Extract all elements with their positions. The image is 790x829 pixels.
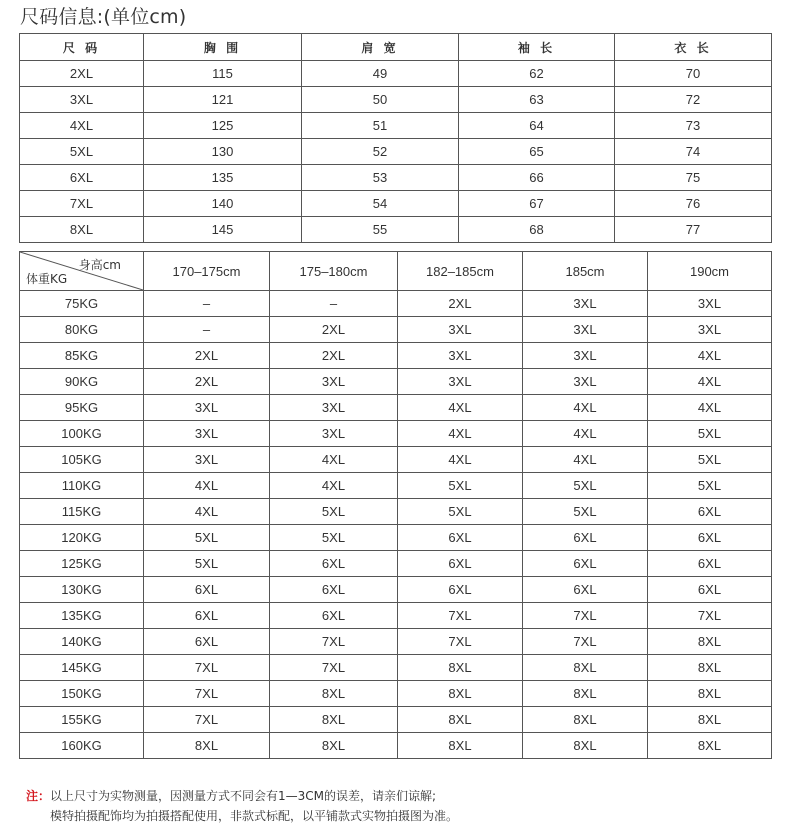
table-row: [20, 421, 772, 447]
size-recommendation-cell: 3XL: [523, 369, 648, 395]
table-cell: 3XL: [20, 87, 144, 113]
note-label: 注：: [26, 789, 51, 803]
page-title: 尺码信息:(单位cm): [20, 6, 187, 28]
size-recommendation-cell: 3XL: [144, 395, 270, 421]
table-cell: 135: [144, 165, 302, 191]
table-cell: 73: [615, 113, 772, 139]
table-row: [20, 61, 772, 87]
size-recommendation-cell: 6XL: [523, 525, 648, 551]
size-recommendation-cell: 7XL: [144, 681, 270, 707]
table-cell: 63: [459, 87, 615, 113]
height-header-cell: 170–175cm: [144, 252, 270, 291]
recommendation-table: [19, 251, 772, 759]
size-recommendation-cell: 8XL: [523, 681, 648, 707]
table-row: [20, 113, 772, 139]
size-recommendation-cell: 6XL: [270, 577, 398, 603]
weight-cell: 115KG: [20, 499, 144, 525]
weight-cell: 135KG: [20, 603, 144, 629]
height-header-cell: 185cm: [523, 252, 648, 291]
table-row: [20, 291, 772, 317]
table-row: [20, 499, 772, 525]
size-header-cell: 肩 宽: [302, 34, 459, 61]
size-recommendation-cell: 8XL: [648, 681, 772, 707]
note-line-2: 模特拍摄配饰均为拍摄搭配使用，非款式标配，以平铺款式实物拍摄图为准。: [50, 809, 459, 823]
size-recommendation-cell: 3XL: [398, 317, 523, 343]
table-row: [20, 87, 772, 113]
size-recommendation-cell: 4XL: [648, 369, 772, 395]
table-cell: 51: [302, 113, 459, 139]
weight-cell: 120KG: [20, 525, 144, 551]
size-recommendation-cell: 8XL: [144, 733, 270, 759]
table-cell: 52: [302, 139, 459, 165]
table-row: [20, 191, 772, 217]
size-recommendation-cell: 7XL: [270, 655, 398, 681]
weight-cell: 155KG: [20, 707, 144, 733]
size-recommendation-cell: 6XL: [648, 551, 772, 577]
table-row: [20, 681, 772, 707]
size-recommendation-cell: 3XL: [523, 317, 648, 343]
weight-cell: 75KG: [20, 291, 144, 317]
size-recommendation-cell: 3XL: [523, 291, 648, 317]
table-cell: 55: [302, 217, 459, 243]
weight-cell: 110KG: [20, 473, 144, 499]
table-cell: 62: [459, 61, 615, 87]
size-recommendation-cell: 4XL: [270, 473, 398, 499]
table-cell: 4XL: [20, 113, 144, 139]
table-cell: 115: [144, 61, 302, 87]
height-header-cell: 182–185cm: [398, 252, 523, 291]
size-recommendation-cell: 4XL: [648, 343, 772, 369]
size-table-header-row: [20, 34, 772, 61]
size-recommendation-cell: 8XL: [270, 707, 398, 733]
size-recommendation-cell: 5XL: [270, 499, 398, 525]
size-recommendation-cell: 6XL: [398, 577, 523, 603]
size-recommendation-cell: 5XL: [398, 473, 523, 499]
size-recommendation-cell: 7XL: [648, 603, 772, 629]
size-recommendation-cell: 3XL: [144, 447, 270, 473]
size-recommendation-cell: 5XL: [398, 499, 523, 525]
size-recommendation-cell: 6XL: [648, 499, 772, 525]
height-header-cell: 175–180cm: [270, 252, 398, 291]
size-recommendation-cell: 7XL: [144, 707, 270, 733]
table-cell: 6XL: [20, 165, 144, 191]
size-recommendation-cell: 8XL: [398, 707, 523, 733]
table-row: [20, 629, 772, 655]
size-recommendation-cell: 3XL: [270, 421, 398, 447]
table-cell: 74: [615, 139, 772, 165]
size-recommendation-cell: 4XL: [144, 499, 270, 525]
table-cell: 72: [615, 87, 772, 113]
table-cell: 121: [144, 87, 302, 113]
size-recommendation-cell: 8XL: [398, 655, 523, 681]
table-cell: 8XL: [20, 217, 144, 243]
table-row: [20, 217, 772, 243]
table-cell: 53: [302, 165, 459, 191]
size-recommendation-cell: 5XL: [648, 447, 772, 473]
size-header-cell: 胸 围: [144, 34, 302, 61]
size-recommendation-cell: 6XL: [648, 577, 772, 603]
size-recommendation-cell: 3XL: [523, 343, 648, 369]
size-recommendation-cell: 6XL: [144, 603, 270, 629]
size-recommendation-cell: 7XL: [523, 603, 648, 629]
size-recommendation-cell: 3XL: [398, 343, 523, 369]
table-row: [20, 473, 772, 499]
table-row: [20, 525, 772, 551]
table-cell: 76: [615, 191, 772, 217]
size-recommendation-cell: 4XL: [270, 447, 398, 473]
table-row: [20, 317, 772, 343]
table-row: [20, 655, 772, 681]
size-recommendation-cell: 8XL: [648, 707, 772, 733]
size-recommendation-cell: 4XL: [523, 447, 648, 473]
table-row: [20, 139, 772, 165]
size-recommendation-cell: 7XL: [398, 603, 523, 629]
weight-cell: 140KG: [20, 629, 144, 655]
size-recommendation-cell: 5XL: [270, 525, 398, 551]
size-recommendation-cell: 3XL: [398, 369, 523, 395]
size-recommendation-cell: 7XL: [270, 629, 398, 655]
size-recommendation-cell: 8XL: [523, 655, 648, 681]
table-cell: 67: [459, 191, 615, 217]
size-recommendation-cell: 3XL: [648, 291, 772, 317]
size-recommendation-cell: 4XL: [523, 421, 648, 447]
size-recommendation-cell: –: [270, 291, 398, 317]
size-recommendation-cell: 8XL: [648, 655, 772, 681]
size-recommendation-cell: 2XL: [270, 343, 398, 369]
table-row: [20, 603, 772, 629]
table-row: [20, 707, 772, 733]
weight-cell: 80KG: [20, 317, 144, 343]
table-row: [20, 395, 772, 421]
table-cell: 50: [302, 87, 459, 113]
size-recommendation-cell: 5XL: [144, 551, 270, 577]
table-row: [20, 551, 772, 577]
table-cell: 7XL: [20, 191, 144, 217]
table-row: [20, 447, 772, 473]
size-recommendation-cell: 6XL: [648, 525, 772, 551]
weight-cell: 150KG: [20, 681, 144, 707]
size-recommendation-cell: 3XL: [270, 395, 398, 421]
table-cell: 140: [144, 191, 302, 217]
notes: [26, 786, 458, 826]
weight-cell: 100KG: [20, 421, 144, 447]
size-header-cell: 尺 码: [20, 34, 144, 61]
size-recommendation-cell: 5XL: [523, 499, 648, 525]
size-recommendation-cell: 6XL: [144, 577, 270, 603]
table-row: [20, 733, 772, 759]
height-axis-label: 身高cm: [78, 258, 121, 272]
size-recommendation-cell: 4XL: [523, 395, 648, 421]
weight-cell: 95KG: [20, 395, 144, 421]
weight-cell: 160KG: [20, 733, 144, 759]
size-recommendation-cell: 3XL: [144, 421, 270, 447]
size-recommendation-cell: 7XL: [523, 629, 648, 655]
size-header-cell: 衣 长: [615, 34, 772, 61]
size-recommendation-cell: 3XL: [270, 369, 398, 395]
table-cell: 77: [615, 217, 772, 243]
table-cell: 5XL: [20, 139, 144, 165]
size-recommendation-cell: 6XL: [270, 603, 398, 629]
size-recommendation-cell: 6XL: [398, 551, 523, 577]
table-cell: 2XL: [20, 61, 144, 87]
size-recommendation-cell: 8XL: [648, 733, 772, 759]
size-recommendation-cell: 3XL: [648, 317, 772, 343]
table-cell: 54: [302, 191, 459, 217]
size-recommendation-cell: –: [144, 317, 270, 343]
table-cell: 130: [144, 139, 302, 165]
size-recommendation-cell: 8XL: [398, 681, 523, 707]
size-recommendation-cell: 5XL: [648, 421, 772, 447]
size-recommendation-cell: 6XL: [523, 577, 648, 603]
table-cell: 70: [615, 61, 772, 87]
size-header-cell: 袖 长: [459, 34, 615, 61]
table-cell: 66: [459, 165, 615, 191]
size-recommendation-cell: 6XL: [523, 551, 648, 577]
size-recommendation-cell: 4XL: [398, 447, 523, 473]
size-recommendation-cell: 5XL: [648, 473, 772, 499]
size-recommendation-cell: 7XL: [144, 655, 270, 681]
table-row: [20, 577, 772, 603]
size-recommendation-cell: 4XL: [398, 395, 523, 421]
table-cell: 64: [459, 113, 615, 139]
size-recommendation-cell: –: [144, 291, 270, 317]
size-recommendation-cell: 2XL: [270, 317, 398, 343]
weight-axis-label: 体重KG: [26, 272, 68, 286]
size-recommendation-cell: 2XL: [144, 369, 270, 395]
size-recommendation-cell: 6XL: [398, 525, 523, 551]
corner-header-cell: [20, 252, 144, 291]
size-table: [19, 33, 772, 243]
size-recommendation-cell: 8XL: [523, 733, 648, 759]
size-recommendation-cell: 4XL: [398, 421, 523, 447]
weight-cell: 130KG: [20, 577, 144, 603]
size-recommendation-cell: 7XL: [398, 629, 523, 655]
size-recommendation-cell: 2XL: [398, 291, 523, 317]
size-recommendation-cell: 6XL: [144, 629, 270, 655]
note-line-1: 以上尺寸为实物测量，因测量方式不同会有1—3CM的误差，请亲们谅解;: [50, 789, 437, 803]
size-recommendation-cell: 4XL: [144, 473, 270, 499]
table-cell: 49: [302, 61, 459, 87]
size-recommendation-cell: 8XL: [270, 733, 398, 759]
size-recommendation-cell: 8XL: [398, 733, 523, 759]
weight-cell: 105KG: [20, 447, 144, 473]
table-cell: 75: [615, 165, 772, 191]
weight-cell: 125KG: [20, 551, 144, 577]
table-cell: 145: [144, 217, 302, 243]
table-row: [20, 343, 772, 369]
size-recommendation-cell: 5XL: [523, 473, 648, 499]
weight-cell: 90KG: [20, 369, 144, 395]
weight-cell: 85KG: [20, 343, 144, 369]
height-header-cell: 190cm: [648, 252, 772, 291]
size-recommendation-cell: 8XL: [523, 707, 648, 733]
table-cell: 68: [459, 217, 615, 243]
size-recommendation-cell: 8XL: [648, 629, 772, 655]
size-recommendation-cell: 6XL: [270, 551, 398, 577]
size-recommendation-cell: 8XL: [270, 681, 398, 707]
table-row: [20, 369, 772, 395]
rec-table-header-row: [20, 252, 772, 291]
size-recommendation-cell: 4XL: [648, 395, 772, 421]
size-recommendation-cell: 2XL: [144, 343, 270, 369]
table-cell: 125: [144, 113, 302, 139]
table-row: [20, 165, 772, 191]
table-cell: 65: [459, 139, 615, 165]
size-recommendation-cell: 5XL: [144, 525, 270, 551]
weight-cell: 145KG: [20, 655, 144, 681]
